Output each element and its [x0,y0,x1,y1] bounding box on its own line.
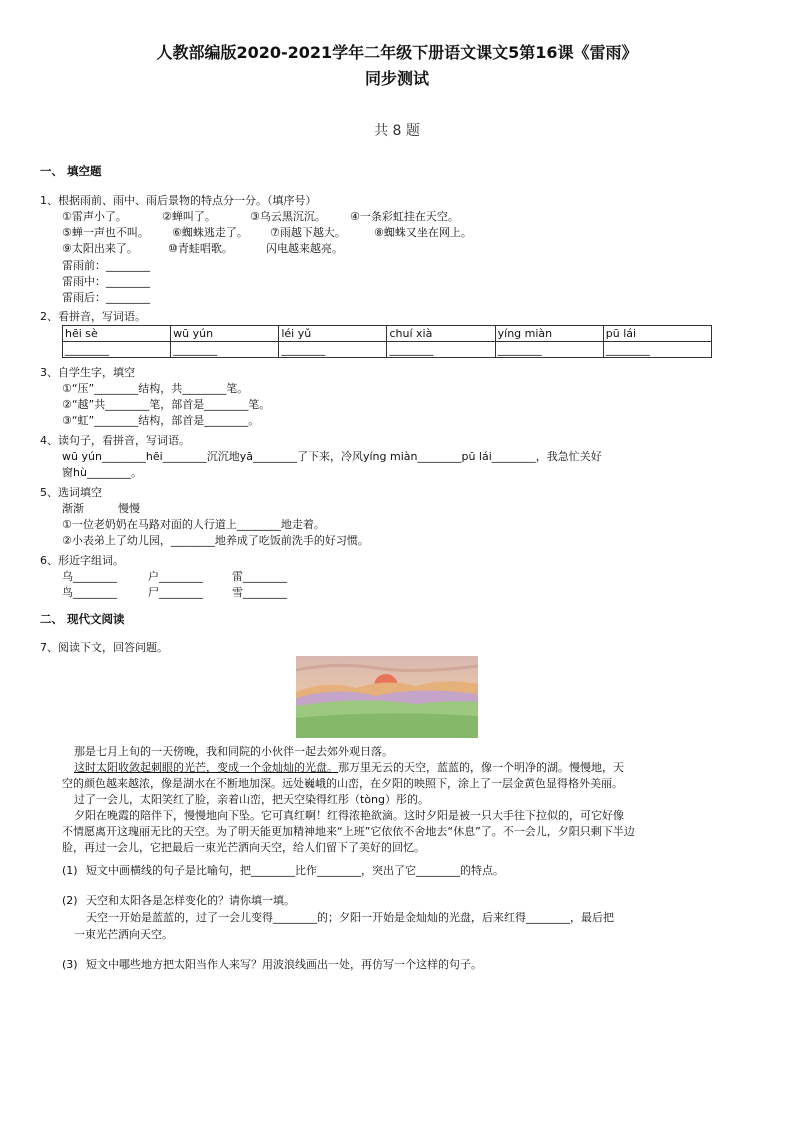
pinyin-cell: hēi sè [63,326,171,342]
sunset-drawing [296,656,478,738]
subq-text: 天空和太阳各是怎样变化的？请你填一填。 [86,894,295,907]
q4-line: 窗hù________。 [62,466,142,479]
answer-cell[interactable]: ________ [279,342,387,358]
q1-item: ⑤蝉一声也不叫。 [62,226,149,239]
q1-item: ⑧蜘蛛又坐在网上。 [374,226,472,239]
subq-text: 短文中哪些地方把太阳当作人来写？用波浪线画出一处，再仿写一个这样的句子。 [86,958,482,971]
q1-stem: 1、根据雨前、雨中、雨后景物的特点分一分。（填序号） [40,194,317,207]
answer-cell[interactable]: ________ [63,342,171,358]
pinyin-cell: pū lái [603,326,711,342]
subq-text: 天空一开始是蓝蓝的，过了一会儿变得________的；夕阳一开始是金灿灿的光盘，后来红得________，最后把 [86,911,614,924]
q4-stem: 4、读句子，看拼音，写词语。 [40,434,190,447]
q2-stem: 2、看拼音，写词语。 [40,310,146,323]
section-heading-fill-blank: 一、 填空题 [40,164,102,178]
subq-text: 短文中画横线的句子是比喻句，把________比作________，突出了它________的特点。 [86,864,504,877]
pinyin-row [63,326,712,342]
q7-stem: 7、阅读下文，回答问题。 [40,641,168,654]
sunset-illustration [296,656,478,738]
q5-stem: 5、选词填空 [40,486,102,499]
section-heading-reading: 二、 现代文阅读 [40,612,125,626]
passage-text: 这时太阳收敛起刺眼的光芒，变成一个金灿灿的光盘。 [74,761,338,774]
q5-word: 慢慢 [118,502,140,515]
q1-answer-after[interactable]: 雷雨后：________ [62,291,150,304]
q1-item: ②蝉叫了。 [162,210,216,223]
q6-item: 鸟________ [62,586,117,599]
q1-item: ④一条彩虹挂在天空。 [350,210,459,223]
answer-row [63,342,712,358]
q3-stem: 3、自学生字，填空 [40,366,135,379]
q6-stem: 6、形近字组词。 [40,554,124,567]
document-title: 人教部编版2020-2021学年二年级下册语文课文5第16课《雷雨》 [156,43,638,62]
pinyin-cell: wū yún [171,326,279,342]
q1-item: ⑥蜘蛛逃走了。 [172,226,248,239]
document-subtitle: 同步测试 [364,69,429,88]
passage-line: 不情愿离开这瑰丽无比的天空。为了明天能更加精神地来“上班”它依依不舍地去“休息”了。不一会儿，夕阳只剩下半边 [62,825,635,838]
answer-cell[interactable]: ________ [387,342,495,358]
pinyin-cell: léi yǔ [279,326,387,342]
q5-word: 渐渐 [62,502,84,515]
q3-line: ①“压”________结构，共________笔。 [62,382,249,395]
passage-text: 慢慢地，天 [569,761,624,774]
subq-text: 一束光芒洒向天空。 [74,928,173,941]
pinyin-cell: chuí xià [387,326,495,342]
q3-line: ②“越”共________笔，部首是________笔。 [62,398,271,411]
pinyin-cell: yíng miàn [495,326,603,342]
passage-line: 空的颜色越来越浓，像是湖水在不断地加深。远处巍峨的山峦，在夕阳的映照下，涂上了一层金黄色显得格外美丽。 [62,777,623,790]
q1-item: ⑨太阳出来了。 [62,242,138,255]
q1-item: 闪电越来越亮。 [266,242,343,255]
q5-line: ①一位老奶奶在马路对面的人行道上________地走着。 [62,518,325,531]
answer-cell[interactable]: ________ [495,342,603,358]
q1-item: ③乌云黑沉沉。 [250,210,326,223]
q6-item: 户________ [148,570,203,583]
q1-item: ①雷声小了。 [62,210,127,223]
q1-answer-before[interactable]: 雷雨前：________ [62,259,150,272]
passage-line [74,761,624,775]
q1-answer-during[interactable]: 雷雨中：________ [62,275,150,288]
answer-cell[interactable]: ________ [171,342,279,358]
subq-number: (2) [62,894,78,907]
subq-number: (1) [62,864,78,877]
q5-line: ②小表弟上了幼儿园，________地养成了吃饭前洗手的好习惯。 [62,534,369,547]
passage-text: 那万里无云的天空，蓝蓝的，像一个明净的湖。 [338,761,569,774]
passage-line: 过了一会儿，太阳笑红了脸，亲着山峦，把天空染得红彤（tòng）彤的。 [74,793,429,806]
q1-item: ⑩青蛙唱歌。 [168,242,233,255]
passage-line: 夕阳在晚霞的陪伴下，慢慢地向下坠。它可真红啊！红得浓艳欲滴。这时夕阳是被一只大手往下拉似的，可它好像 [74,809,624,822]
pinyin-table [62,325,712,358]
q4-line: wū yún________hēi________沉沉地yā________了下来，冷风yíng miàn________pū lái________，我急忙关好 [62,450,602,463]
q1-item: ⑦雨越下越大。 [270,226,346,239]
passage-line: 脸，再过一会儿，它把最后一束光芒洒向天空，给人们留下了美好的回忆。 [62,841,425,854]
q6-item: 雷________ [232,570,287,583]
subq-number: (3) [62,958,78,971]
passage-line: 那是七月上旬的一天傍晚，我和同院的小伙伴一起去郊外观日落。 [74,745,393,758]
answer-cell[interactable]: ________ [603,342,711,358]
q6-item: 雪________ [232,586,287,599]
q6-item: 乌________ [62,570,117,583]
q6-item: 尸________ [148,586,203,599]
q3-line: ③“虹”________结构，部首是________。 [62,414,260,427]
question-count: 共 8 题 [374,123,420,139]
